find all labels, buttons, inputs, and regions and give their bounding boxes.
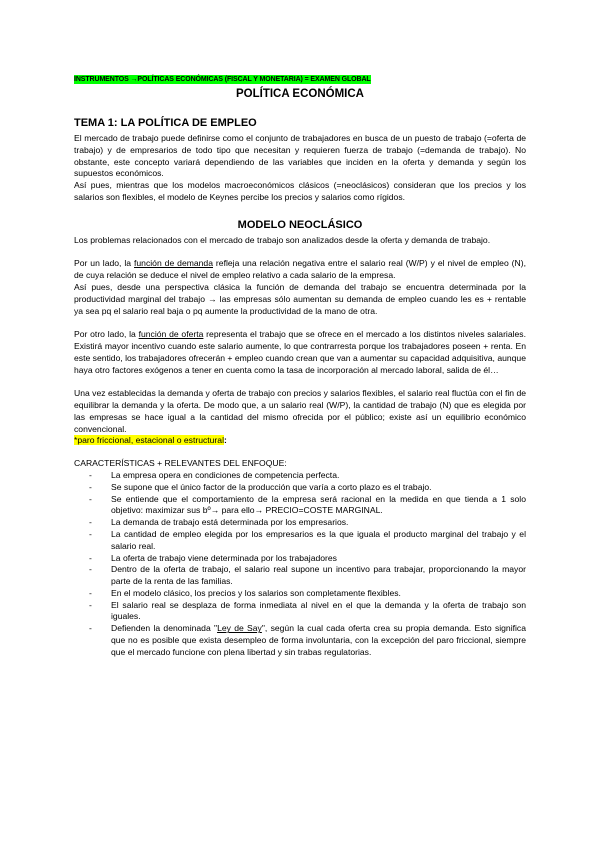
section-heading-tema: TEMA 1: LA POLÍTICA DE EMPLEO (74, 117, 257, 129)
text-run: refleja una relación negativa entre el salario real (W/P) y el nivel de empleo (N), de cuya relación se deduce el nivel de empleo relativo a cada salario de la empresa. (74, 258, 526, 281)
underlined-term: función de demanda (134, 258, 213, 269)
text-run: Por un lado, la (74, 258, 135, 269)
list-item: - La empresa opera en condiciones de competencia perfecta. (74, 470, 526, 482)
characteristics-title: CARACTERÍSTICAS + RELEVANTES DEL ENFOQUE: (74, 458, 287, 469)
list-item: - La cantidad de empleo elegida por los empresarios es la que iguala el producto marginal del trabajo y el salario real. (74, 529, 526, 553)
highlight-note (74, 435, 526, 447)
list-item: - Dentro de la oferta de trabajo, el salario real supone un incentivo para trabajar, proporcionando la mayor parte de la renta de las familias. (74, 564, 526, 588)
paragraph: Los problemas relacionados con el mercado de trabajo son analizados desde la oferta y demanda de trabajo. (74, 234, 491, 245)
paragraph (74, 258, 526, 282)
paragraph: El mercado de trabajo puede definirse como el conjunto de trabajadores en busca de un puesto de trabajo (=oferta de trabajo) y de empresarios de todo tipo que necesitan y requieren fuerza de trabajo (=demanda de trabajo). No obstante, este concepto variará dependiendo de las variables que inciden en la oferta y demanda y según los supuestos económicos. (74, 133, 526, 179)
section-heading-modelo: MODELO NEOCLÁSICO (237, 218, 363, 231)
paragraph: Así pues, mientras que los modelos macroeconómicos clásicos (=neoclásicos) consideran que los precios y los salarios son flexibles, el modelo de Keynes percibe los precios y salarios como rígidos. (74, 180, 526, 202)
paragraph: Una vez establecidas la demanda y oferta de trabajo con precios y salarios flexibles, el salario real fluctúa con el fin de equilibrar la demanda y la oferta. De modo que, a un salario real (W/P), la cantidad de trabajo (N) que es elegida por las empresas se hace igual a la cantidad del mismo ofrecida por el público; existe así un equilibrio económico convencional. (74, 388, 526, 434)
spacer (74, 317, 526, 329)
underlined-term: función de oferta (138, 329, 204, 340)
list-item: - En el modelo clásico, los precios y los salarios son completamente flexibles. (74, 588, 526, 600)
spacer (74, 247, 526, 259)
list-item: - El salario real se desplaza de forma inmediata al nivel en el que la demanda y la oferta de trabajo son iguales. (74, 600, 526, 624)
characteristics-list (74, 470, 526, 659)
text-run: : (224, 435, 227, 446)
course-banner: INSTRUMENTOS →POLÍTICAS ECONÓMICAS (FISCAL Y MONETARIA) = EXAMEN GLOBAL (74, 76, 371, 83)
list-item: - La demanda de trabajo está determinada por los empresarios. (74, 517, 526, 529)
paragraph: Así pues, desde una perspectiva clásica la función de demanda del trabajo se encuentra determinada por la productividad marginal del trabajo → las empresas sólo aumentan su demanda de empleo cuando les es + rentable ya sea pq el salario real baja o pq aumente la productividad de la mano de otra. (74, 281, 526, 316)
list-item: - Se supone que el único factor de la producción que varía a corto plazo es el trabajo. (74, 482, 526, 494)
text-run: Por otro lado, la (74, 329, 139, 340)
list-item: - La oferta de trabajo viene determinada por los trabajadores (74, 553, 526, 565)
page-title: POLÍTICA ECONÓMICA (236, 88, 364, 100)
text-run: ", según la cual cada oferta crea su propia demanda. Esto significa que no es posible que exista desempleo de forma involuntaria, con la excepción del paro friccional, siempre que el mercado funcione con plena libertad y sin trabas regulatorias. (111, 623, 526, 657)
text-run: Defienden la denominada " (111, 623, 218, 634)
text-run: representa el trabajo que se ofrece en el mercado a los distintos niveles salariales. Existirá mayor incentivo cuando este salario aumente, lo que contrarresta porque los trabajadores poseen + renta. En este sentido, los trabajadores ofrecerán + empleo cuando crean que van a aumentar su capacidad adquisitiva, aunque haya otro factores exógenos a tener en cuenta como la tasa de incorporación al mercado laboral, salida de él… (74, 329, 526, 375)
document-page (74, 68, 526, 659)
paragraph (74, 329, 526, 376)
highlighted-text: *paro friccional, estacional o estructural (74, 435, 224, 446)
spacer (74, 376, 526, 388)
list-item: - Se entiende que el comportamiento de la empresa será racional en la medida en que tienda a 1 solo objetivo: maximizar sus bº→ para ello→ PRECIO=COSTE MARGINAL. (74, 494, 526, 518)
underlined-term: Ley de Say (217, 623, 262, 634)
list-item (74, 623, 526, 658)
